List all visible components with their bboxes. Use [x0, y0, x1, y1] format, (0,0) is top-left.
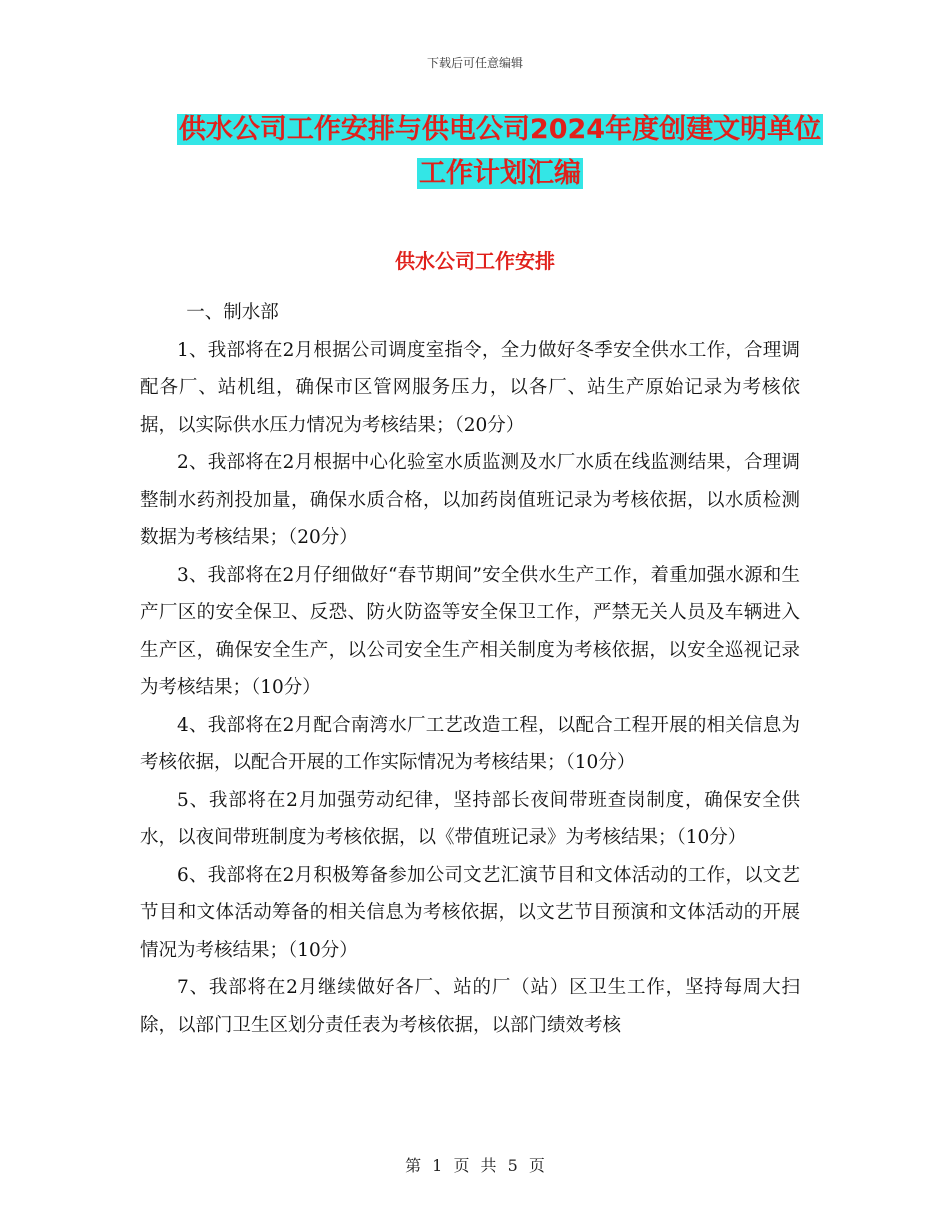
document-body	[140, 294, 800, 1044]
list-item: 2、我部将在2月根据中心化验室水质监测及水厂水质在线监测结果，合理调整制水药剂投加量，确保水质合格，以加药岗值班记录为考核依据，以水质检测数据为考核结果；（20分）	[140, 452, 800, 548]
header-note: 下载后可任意编辑	[426, 56, 523, 70]
list-item: 1、我部将在2月根据公司调度室指令，全力做好冬季安全供水工作，合理调配各厂、站机组，确保市区管网服务压力，以各厂、站生产原始记录为考核依据，以实际供水压力情况为考核结果；（20分）	[140, 339, 800, 436]
document-title-line-2	[140, 154, 860, 194]
list-item: 4、我部将在2月配合南湾水厂工艺改造工程，以配合工程开展的相关信息为考核依据，以配合开展的工作实际情况为考核结果；（10分）	[140, 714, 800, 773]
department-heading: 一、制水部	[186, 302, 279, 323]
title-highlight-1: 供水公司工作安排与供电公司2024年度创建文明单位	[178, 114, 822, 145]
page-footer: 第 1 页 共 5 页	[405, 1156, 545, 1175]
list-item: 7、我部将在2月继续做好各厂、站的厂（站）区卫生工作，坚持每周大扫除，以部门卫生区划分责任表为考核依据，以部门绩效考核	[140, 977, 800, 1036]
list-item: 6、我部将在2月积极筹备参加公司文艺汇演节目和文体活动的工作，以文艺节目和文体活动筹备的相关信息为考核依据，以文艺节目预演和文体活动的开展情况为考核结果；（10分）	[140, 864, 800, 961]
list-item: 5、我部将在2月加强劳动纪律，坚持部长夜间带班查岗制度，确保安全供水，以夜间带班制度为考核依据，以《带值班记录》为考核结果；（10分）	[140, 789, 800, 848]
title-highlight-2: 工作计划汇编	[419, 158, 581, 189]
section-title: 供水公司工作安排	[395, 249, 555, 273]
list-item: 3、我部将在2月仔细做好“春节期间”安全供水生产工作，着重加强水源和生产厂区的安全保卫、反恐、防火防盗等安全保卫工作，严禁无关人员及车辆进入生产区，确保安全生产，以公司安全生产相关制度为考核依据，以安全巡视记录为考核结果；（10分）	[140, 564, 800, 698]
document-title-line-1	[140, 110, 860, 150]
